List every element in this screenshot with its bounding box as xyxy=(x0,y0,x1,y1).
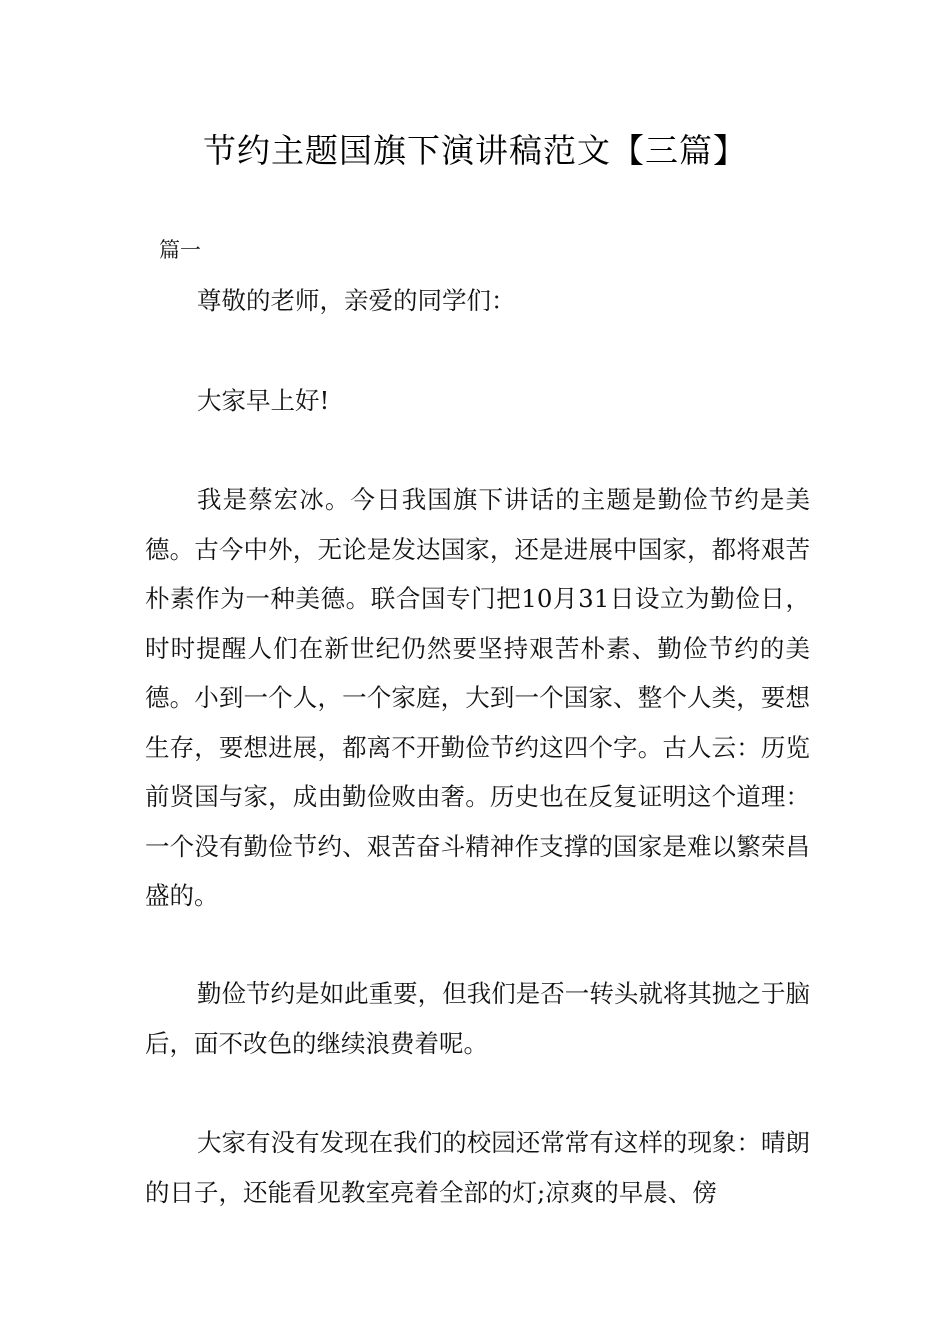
paragraph-phenomenon: 大家有没有发现在我们的校园还常常有这样的现象：晴朗的日子，还能看见教室亮着全部的灯;凉爽的早晨、傍 xyxy=(145,1128,810,1207)
paragraph-greeting: 大家早上好! xyxy=(197,386,330,415)
section-label: 篇一 xyxy=(159,238,201,262)
paragraph-salutation: 尊敬的老师，亲爱的同学们： xyxy=(197,286,516,315)
paragraph-importance: 勤俭节约是如此重要，但我们是否一转头就将其抛之于脑后，面不改色的继续浪费着呢。 xyxy=(145,979,810,1058)
paragraph-intro: 我是蔡宏冰。今日我国旗下讲话的主题是勤俭节约是美德。古今中外，无论是发达国家，还是进展中国家，都将艰苦朴素作为一种美德。联合国专门把10月31日设立为勤俭日，时时提醒人们在新世纪仍然要坚持艰苦朴素、勤俭节约的美德。小到一个人，一个家庭，大到一个国家、整个人类，要想生存，要想进展，都离不开勤俭节约这四个字。古人云：历览前贤国与家，成由勤俭败由奢。历史也在反复证明这个道理：一个没有勤俭节约、艰苦奋斗精神作支撑的国家是难以繁荣昌盛的。 xyxy=(145,485,810,910)
document-title: 节约主题国旗下演讲稿范文【三篇】 xyxy=(203,131,747,170)
